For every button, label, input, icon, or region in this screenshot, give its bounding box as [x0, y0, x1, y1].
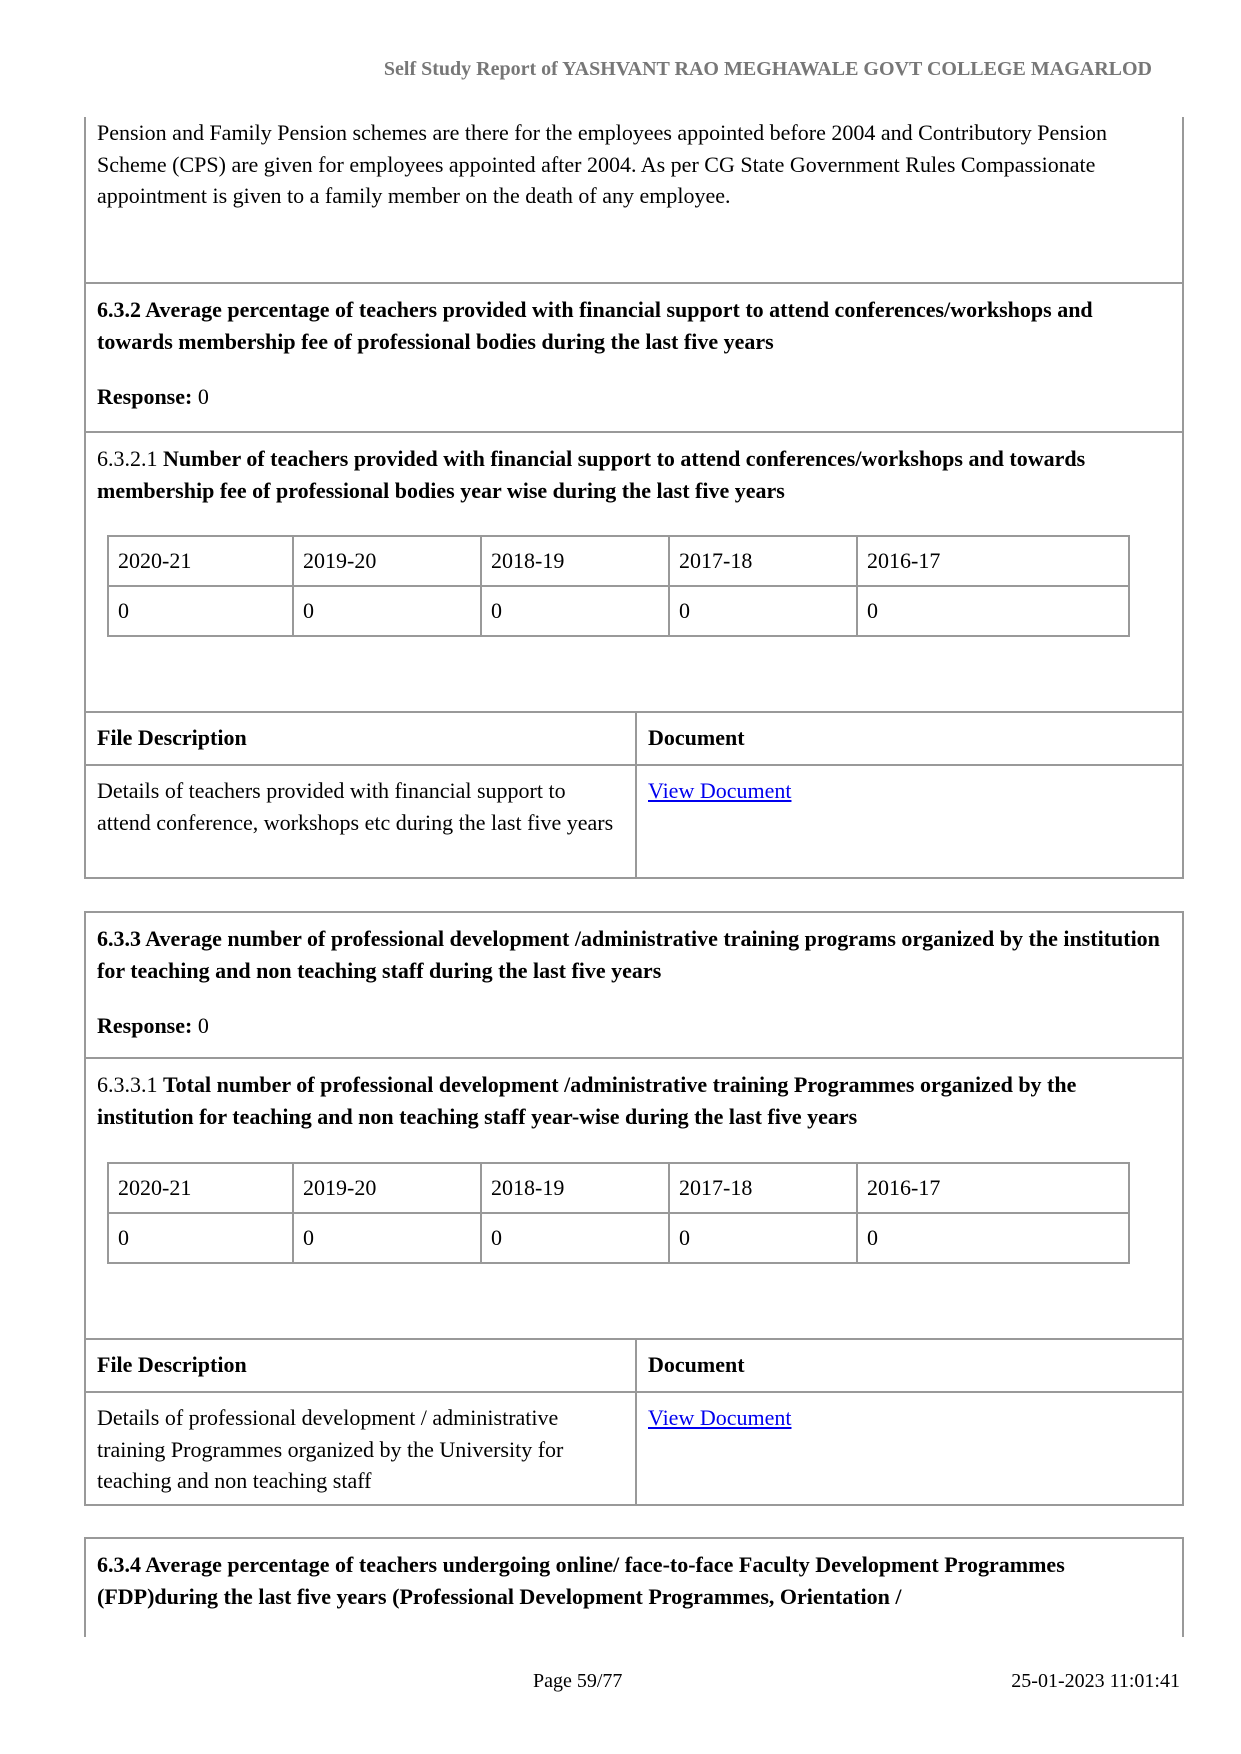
sub-metric-text: Number of teachers provided with financial support to attend conferences/workshops and towards membership fee of professional bodies year wise during the last five years — [97, 446, 1086, 503]
file-table-header — [86, 1339, 1182, 1392]
col-document: Document — [636, 712, 1182, 765]
value-row — [108, 586, 1129, 636]
response-label: Response: — [97, 1013, 193, 1038]
intro-text: Pension and Family Pension schemes are there for the employees appointed before 2004 and Contributory Pension Scheme (CPS) are given for employees appointed after 2004. As per CG State Government Rules Compassionate appointment is given to a family member on the death of any employee. — [97, 120, 1107, 208]
sub-metric-title — [86, 433, 1182, 506]
col-document: Document — [636, 1339, 1182, 1392]
metric-title: 6.3.2 Average percentage of teachers provided with financial support to attend conferences/workshops and towards membership fee of professional bodies during the last five years — [97, 297, 1093, 354]
year-cell: 2018-19 — [481, 1163, 669, 1213]
value-cell: 0 — [108, 586, 293, 636]
year-cell: 2019-20 — [293, 536, 481, 586]
value-cell: 0 — [293, 586, 481, 636]
year-header-row — [108, 1163, 1129, 1213]
file-description-table — [86, 1338, 1182, 1506]
year-cell: 2020-21 — [108, 536, 293, 586]
section-box-6-3-4 — [84, 1537, 1184, 1637]
timestamp: 25-01-2023 11:01:41 — [1011, 1670, 1180, 1692]
response-value: 0 — [197, 1013, 209, 1038]
file-table-row — [86, 1392, 1182, 1506]
year-cell: 2020-21 — [108, 1163, 293, 1213]
response-line — [86, 357, 1182, 413]
col-file-description: File Description — [86, 712, 636, 765]
value-cell: 0 — [857, 1213, 1129, 1263]
view-document-link[interactable]: View Document — [648, 778, 792, 803]
sub-metric-id: 6.3.2.1 — [97, 446, 158, 471]
year-cell: 2018-19 — [481, 536, 669, 586]
intro-block — [86, 117, 1182, 284]
year-cell: 2016-17 — [857, 536, 1129, 586]
metric-title: 6.3.3 Average number of professional development /administrative training programs organized by the institution for teaching and non teaching staff during the last five years — [97, 926, 1160, 983]
file-table-header — [86, 712, 1182, 765]
file-description-table — [86, 711, 1182, 879]
section-box-6-3-2 — [84, 117, 1184, 879]
value-cell: 0 — [669, 586, 857, 636]
year-cell: 2019-20 — [293, 1163, 481, 1213]
section-box-6-3-3 — [84, 911, 1184, 1506]
file-description: Details of professional development / administrative training Programmes organized by the University for teaching and non teaching staff — [86, 1392, 636, 1506]
value-cell: 0 — [481, 1213, 669, 1263]
year-cell: 2016-17 — [857, 1163, 1129, 1213]
value-row — [108, 1213, 1129, 1263]
year-table — [107, 1162, 1130, 1264]
document-cell — [636, 1392, 1182, 1506]
report-header: Self Study Report of YASHVANT RAO MEGHAWALE GOVT COLLEGE MAGARLOD — [383, 58, 1152, 80]
year-header-row — [108, 536, 1129, 586]
value-cell: 0 — [108, 1213, 293, 1263]
year-cell: 2017-18 — [669, 536, 857, 586]
view-document-link[interactable]: View Document — [648, 1405, 792, 1430]
year-table — [107, 535, 1130, 637]
metric-header — [86, 284, 1182, 433]
response-value: 0 — [197, 384, 209, 409]
col-file-description: File Description — [86, 1339, 636, 1392]
metric-title: 6.3.4 Average percentage of teachers undergoing online/ face-to-face Faculty Development Programmes (FDP)during the last five years (Professional Development Programmes, Orientation / — [97, 1552, 1065, 1609]
value-cell: 0 — [669, 1213, 857, 1263]
document-cell — [636, 765, 1182, 879]
file-description: Details of teachers provided with financial support to attend conference, workshops etc during the last five years — [86, 765, 636, 879]
response-line — [86, 986, 1182, 1042]
sub-metric-block — [86, 433, 1182, 713]
year-cell: 2017-18 — [669, 1163, 857, 1213]
sub-metric-id: 6.3.3.1 — [97, 1072, 158, 1097]
sub-metric-block — [86, 1059, 1182, 1340]
sub-metric-text: Total number of professional development /administrative training Programmes organized by the institution for teaching and non teaching staff year-wise during the last five years — [97, 1072, 1077, 1129]
metric-header — [86, 913, 1182, 1059]
value-cell: 0 — [481, 586, 669, 636]
page-number: Page 59/77 — [533, 1670, 623, 1692]
file-table-row — [86, 765, 1182, 879]
value-cell: 0 — [857, 586, 1129, 636]
value-cell: 0 — [293, 1213, 481, 1263]
response-label: Response: — [97, 384, 193, 409]
sub-metric-title — [86, 1059, 1182, 1132]
